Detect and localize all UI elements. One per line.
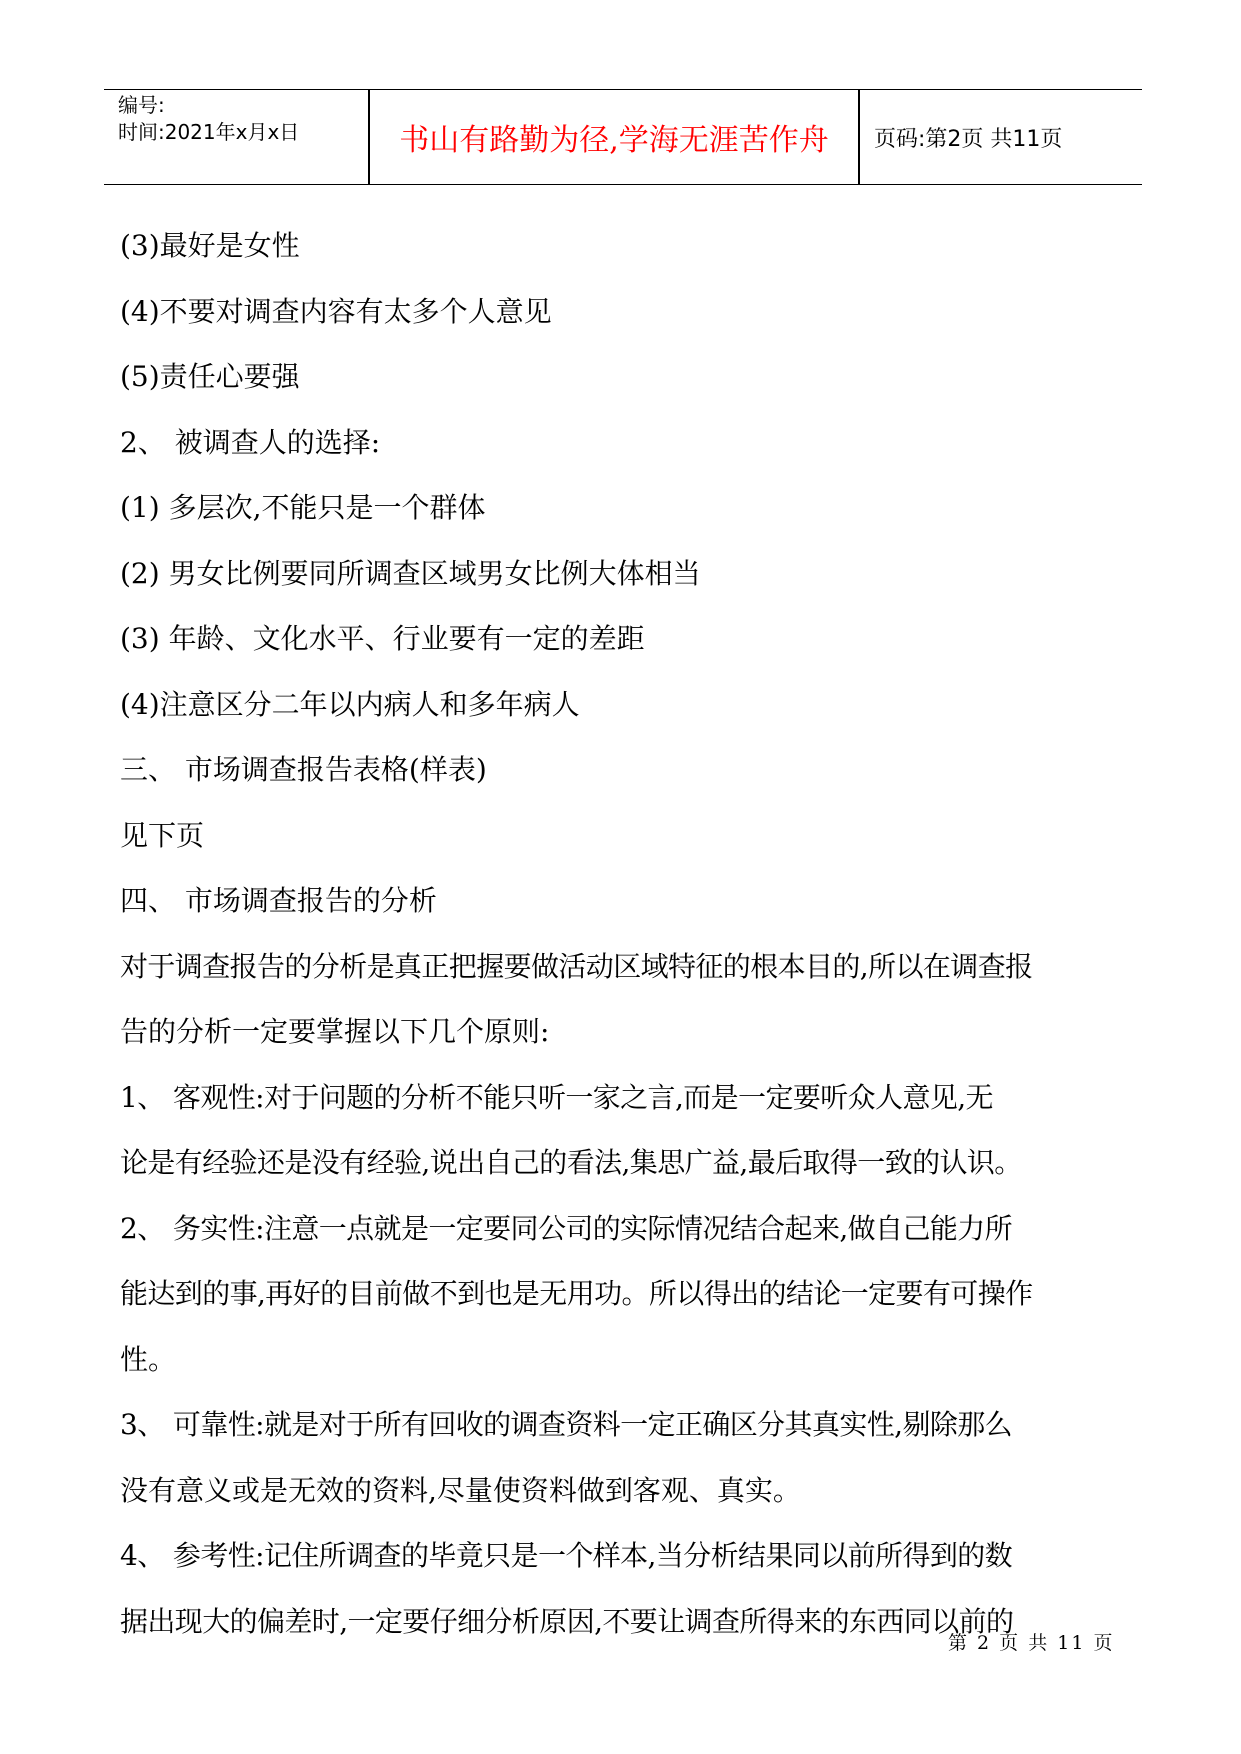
text-line: (3) 年龄、文化水平、行业要有一定的差距 — [120, 622, 645, 655]
text-line: (1) 多层次,不能只是一个群体 — [120, 491, 486, 524]
text-line: 1、 客观性:对于问题的分析不能只听一家之言,而是一定要听众人意见,无 — [120, 1080, 993, 1114]
text-line: 性。 — [120, 1342, 177, 1376]
header-divider — [858, 90, 860, 184]
section-heading: 2、 被调查人的选择: — [120, 425, 381, 459]
text-line: 能达到的事,再好的目前做不到也是无用功。所以得出的结论一定要有可操作 — [120, 1277, 1033, 1310]
text-line: 4、 参考性:记住所调查的毕竟只是一个样本,当分析结果同以前所得到的数 — [120, 1539, 1013, 1572]
header-meta — [118, 92, 358, 146]
section-heading: 三、 市场调查报告表格(样表) — [120, 753, 487, 786]
document-number-label: 编号: — [118, 93, 165, 117]
text-line: 告的分析一定要掌握以下几个原则: — [120, 1015, 550, 1048]
text-line: 见下页 — [120, 818, 205, 852]
page-footer: 第 2 页 共 11 页 — [948, 1632, 1115, 1654]
text-line: 论是有经验还是没有经验,说出自己的看法,集思广益,最后取得一致的认识。 — [120, 1146, 1022, 1179]
text-line: 对于调查报告的分析是真正把握要做活动区域特征的根本目的,所以在调查报 — [120, 949, 1033, 983]
text-line: 没有意义或是无效的资料,尽量使资料做到客观、真实。 — [120, 1473, 801, 1507]
header-page-info: 页码:第2页 共11页 — [874, 126, 1063, 152]
document-time-label: 时间:2021年x月x日 — [118, 120, 300, 144]
text-line: (5)责任心要强 — [120, 360, 300, 393]
text-line: 2、 务实性:注意一点就是一定要同公司的实际情况结合起来,做自己能力所 — [120, 1211, 1013, 1245]
text-line: (4)不要对调查内容有太多个人意见 — [120, 294, 552, 328]
section-heading: 四、 市场调查报告的分析 — [120, 884, 437, 917]
text-line: (4)注意区分二年以内病人和多年病人 — [120, 687, 580, 721]
page-header — [104, 89, 1142, 185]
text-line: (3)最好是女性 — [120, 229, 300, 262]
text-line: 3、 可靠性:就是对于所有回收的调查资料一定正确区分其真实性,剔除那么 — [120, 1408, 1013, 1441]
text-line: 据出现大的偏差时,一定要仔细分析原因,不要让调查所得来的东西同以前的 — [120, 1604, 1014, 1638]
text-line: (2) 男女比例要同所调查区域男女比例大体相当 — [120, 556, 701, 590]
document-body — [120, 213, 1150, 1654]
header-motto: 书山有路勤为径,学海无涯苦作舟 — [399, 123, 829, 158]
